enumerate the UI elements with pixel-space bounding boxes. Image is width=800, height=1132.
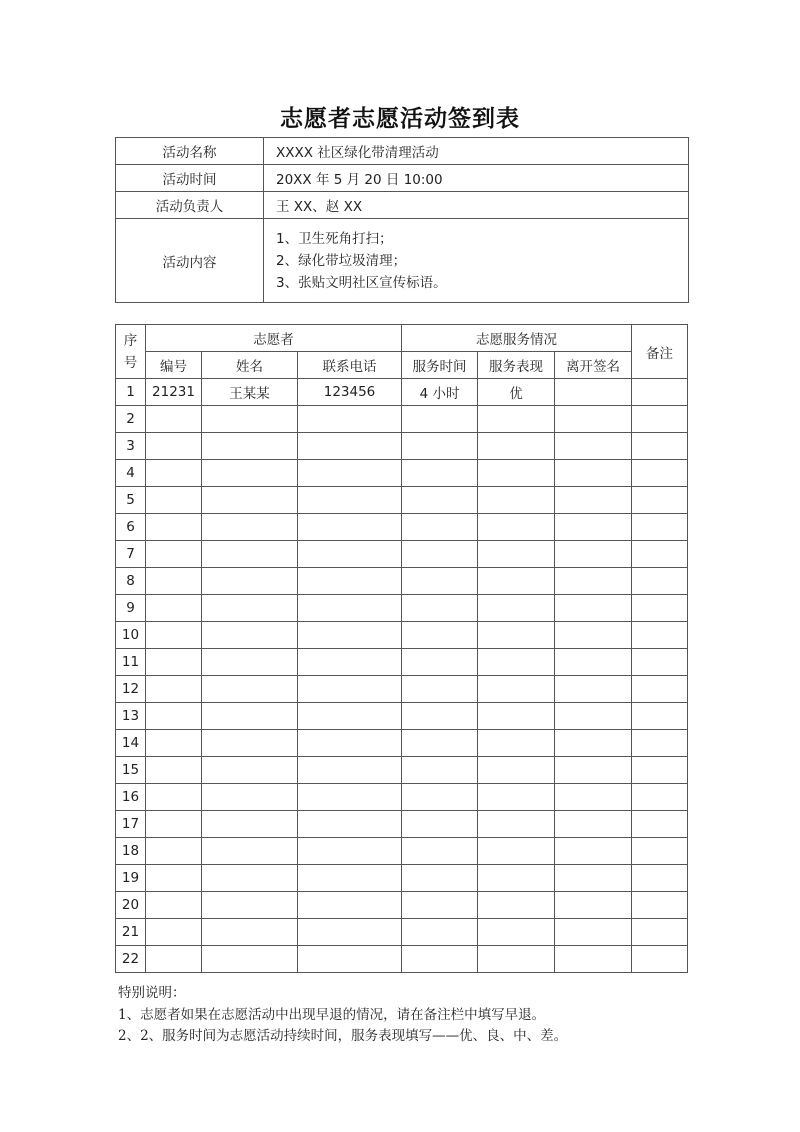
header-row-top bbox=[116, 325, 688, 352]
remark-cell[interactable] bbox=[632, 514, 688, 541]
performance-cell[interactable] bbox=[478, 730, 555, 757]
id-header: 编号 bbox=[146, 352, 202, 379]
seq-cell: 8 bbox=[116, 568, 146, 595]
service-header: 志愿服务情况 bbox=[402, 325, 632, 352]
name-cell[interactable] bbox=[202, 406, 298, 433]
name-cell[interactable] bbox=[202, 649, 298, 676]
leave-sign-cell[interactable] bbox=[555, 433, 632, 460]
note-item: 2、2、服务时间为志愿活动持续时间，服务表现填写——优、良、中、差。 bbox=[118, 1028, 568, 1044]
leave-sign-cell[interactable] bbox=[555, 487, 632, 514]
activity-leader-label: 活动负责人 bbox=[116, 192, 264, 219]
hours-cell[interactable] bbox=[402, 514, 478, 541]
seq-cell: 16 bbox=[116, 784, 146, 811]
leave-sign-cell[interactable] bbox=[555, 730, 632, 757]
content-line: 1、卫生死角打扫； bbox=[276, 230, 393, 247]
table-row bbox=[116, 514, 688, 541]
page-title: 志愿者志愿活动签到表 bbox=[280, 106, 520, 132]
performance-cell[interactable] bbox=[478, 406, 555, 433]
table-row bbox=[116, 433, 688, 460]
leave-sign-cell[interactable] bbox=[555, 757, 632, 784]
table-row bbox=[116, 946, 688, 973]
table-row bbox=[116, 730, 688, 757]
activity-content-label: 活动内容 bbox=[116, 219, 264, 303]
leave-sign-cell[interactable] bbox=[555, 865, 632, 892]
remark-cell[interactable] bbox=[632, 919, 688, 946]
seq-cell: 5 bbox=[116, 487, 146, 514]
leave-sign-cell[interactable] bbox=[555, 379, 632, 406]
leave-sign-cell[interactable] bbox=[555, 811, 632, 838]
table-row bbox=[116, 838, 688, 865]
seq-cell: 1 bbox=[116, 379, 146, 406]
content-line: 3、张贴文明社区宣传标语。 bbox=[276, 274, 447, 291]
name-cell[interactable] bbox=[202, 514, 298, 541]
seq-cell: 11 bbox=[116, 649, 146, 676]
id-cell[interactable] bbox=[146, 703, 202, 730]
hours-cell[interactable] bbox=[402, 838, 478, 865]
note-item: 1、志愿者如果在志愿活动中出现早退的情况，请在备注栏中填写早退。 bbox=[118, 1006, 546, 1023]
hours-cell[interactable] bbox=[402, 568, 478, 595]
phone-cell[interactable] bbox=[298, 649, 402, 676]
seq-cell: 12 bbox=[116, 676, 146, 703]
seq-cell: 19 bbox=[116, 865, 146, 892]
id-cell[interactable] bbox=[146, 595, 202, 622]
special-notes bbox=[118, 983, 567, 1048]
phone-cell[interactable] bbox=[298, 730, 402, 757]
performance-header: 服务表现 bbox=[478, 352, 555, 379]
header-row-bottom bbox=[116, 352, 688, 379]
remark-cell[interactable] bbox=[632, 487, 688, 514]
remark-cell[interactable] bbox=[632, 568, 688, 595]
id-cell[interactable] bbox=[146, 406, 202, 433]
leave-sign-cell[interactable] bbox=[555, 460, 632, 487]
phone-cell[interactable] bbox=[298, 406, 402, 433]
performance-cell[interactable] bbox=[478, 865, 555, 892]
performance-cell[interactable]: 优 bbox=[478, 379, 555, 406]
phone-cell[interactable] bbox=[298, 784, 402, 811]
activity-leader-row bbox=[116, 192, 689, 219]
name-cell[interactable] bbox=[202, 487, 298, 514]
leave-sign-cell[interactable] bbox=[555, 784, 632, 811]
activity-name-row bbox=[116, 138, 689, 165]
table-row bbox=[116, 622, 688, 649]
leave-sign-cell[interactable] bbox=[555, 406, 632, 433]
performance-cell[interactable] bbox=[478, 433, 555, 460]
activity-time-label: 活动时间 bbox=[116, 165, 264, 192]
id-cell[interactable] bbox=[146, 541, 202, 568]
hours-cell[interactable] bbox=[402, 730, 478, 757]
remark-cell[interactable] bbox=[632, 406, 688, 433]
name-cell[interactable] bbox=[202, 433, 298, 460]
hours-cell[interactable] bbox=[402, 757, 478, 784]
id-cell[interactable] bbox=[146, 757, 202, 784]
phone-cell[interactable]: 123456 bbox=[298, 379, 402, 406]
performance-cell[interactable] bbox=[478, 892, 555, 919]
phone-header: 联系电话 bbox=[298, 352, 402, 379]
remark-cell[interactable] bbox=[632, 379, 688, 406]
phone-cell[interactable] bbox=[298, 703, 402, 730]
remark-header: 备注 bbox=[632, 325, 688, 379]
seq-cell: 6 bbox=[116, 514, 146, 541]
leave-sign-cell[interactable] bbox=[555, 946, 632, 973]
leave-sign-cell[interactable] bbox=[555, 703, 632, 730]
table-row bbox=[116, 595, 688, 622]
name-cell[interactable]: 王某某 bbox=[202, 379, 298, 406]
id-cell[interactable] bbox=[146, 622, 202, 649]
performance-cell[interactable] bbox=[478, 622, 555, 649]
phone-cell[interactable] bbox=[298, 919, 402, 946]
leave-sign-cell[interactable] bbox=[555, 649, 632, 676]
table-row bbox=[116, 703, 688, 730]
id-cell[interactable] bbox=[146, 784, 202, 811]
hours-header: 服务时间 bbox=[402, 352, 478, 379]
name-cell[interactable] bbox=[202, 595, 298, 622]
leave-sign-cell[interactable] bbox=[555, 838, 632, 865]
table-row bbox=[116, 460, 688, 487]
performance-cell[interactable] bbox=[478, 541, 555, 568]
hours-cell[interactable]: 4 小时 bbox=[402, 379, 478, 406]
name-cell[interactable] bbox=[202, 811, 298, 838]
seq-cell: 20 bbox=[116, 892, 146, 919]
leave-sign-header: 离开签名 bbox=[555, 352, 632, 379]
seq-cell: 13 bbox=[116, 703, 146, 730]
phone-cell[interactable] bbox=[298, 946, 402, 973]
performance-cell[interactable] bbox=[478, 676, 555, 703]
id-cell[interactable] bbox=[146, 568, 202, 595]
name-cell[interactable] bbox=[202, 622, 298, 649]
remark-cell[interactable] bbox=[632, 703, 688, 730]
table-row bbox=[116, 865, 688, 892]
remark-cell[interactable] bbox=[632, 757, 688, 784]
volunteer-header: 志愿者 bbox=[146, 325, 402, 352]
performance-cell[interactable] bbox=[478, 946, 555, 973]
seq-cell: 4 bbox=[116, 460, 146, 487]
remark-cell[interactable] bbox=[632, 460, 688, 487]
performance-cell[interactable] bbox=[478, 784, 555, 811]
seq-cell: 7 bbox=[116, 541, 146, 568]
phone-cell[interactable] bbox=[298, 595, 402, 622]
id-cell[interactable] bbox=[146, 433, 202, 460]
seq-cell: 3 bbox=[116, 433, 146, 460]
id-cell[interactable] bbox=[146, 514, 202, 541]
seq-cell: 14 bbox=[116, 730, 146, 757]
phone-cell[interactable] bbox=[298, 838, 402, 865]
name-cell[interactable] bbox=[202, 784, 298, 811]
phone-cell[interactable] bbox=[298, 811, 402, 838]
leave-sign-cell[interactable] bbox=[555, 514, 632, 541]
id-cell[interactable] bbox=[146, 892, 202, 919]
table-row bbox=[116, 487, 688, 514]
id-cell[interactable] bbox=[146, 460, 202, 487]
phone-cell[interactable] bbox=[298, 892, 402, 919]
id-cell[interactable] bbox=[146, 676, 202, 703]
activity-content-row bbox=[116, 219, 689, 303]
performance-cell[interactable] bbox=[478, 811, 555, 838]
phone-cell[interactable] bbox=[298, 757, 402, 784]
hours-cell[interactable] bbox=[402, 649, 478, 676]
hours-cell[interactable] bbox=[402, 676, 478, 703]
seq-cell: 10 bbox=[116, 622, 146, 649]
table-row bbox=[116, 784, 688, 811]
hours-cell[interactable] bbox=[402, 595, 478, 622]
name-cell[interactable] bbox=[202, 676, 298, 703]
content-line: 2、绿化带垃圾清理； bbox=[276, 252, 407, 269]
table-row bbox=[116, 568, 688, 595]
remark-cell[interactable] bbox=[632, 433, 688, 460]
hours-cell[interactable] bbox=[402, 811, 478, 838]
activity-time-row bbox=[116, 165, 689, 192]
remark-cell[interactable] bbox=[632, 649, 688, 676]
seq-cell: 9 bbox=[116, 595, 146, 622]
leave-sign-cell[interactable] bbox=[555, 892, 632, 919]
table-row bbox=[116, 649, 688, 676]
id-cell[interactable] bbox=[146, 919, 202, 946]
remark-cell[interactable] bbox=[632, 622, 688, 649]
phone-cell[interactable] bbox=[298, 460, 402, 487]
hours-cell[interactable] bbox=[402, 919, 478, 946]
remark-cell[interactable] bbox=[632, 595, 688, 622]
hours-cell[interactable] bbox=[402, 865, 478, 892]
id-cell[interactable] bbox=[146, 811, 202, 838]
remark-cell[interactable] bbox=[632, 838, 688, 865]
phone-cell[interactable] bbox=[298, 433, 402, 460]
activity-content-value[interactable] bbox=[264, 219, 689, 303]
hours-cell[interactable] bbox=[402, 487, 478, 514]
seq-cell: 21 bbox=[116, 919, 146, 946]
hours-cell[interactable] bbox=[402, 946, 478, 973]
leave-sign-cell[interactable] bbox=[555, 595, 632, 622]
name-cell[interactable] bbox=[202, 730, 298, 757]
table-row bbox=[116, 811, 688, 838]
phone-cell[interactable] bbox=[298, 541, 402, 568]
signin-log-table bbox=[115, 324, 688, 973]
hours-cell[interactable] bbox=[402, 406, 478, 433]
table-row bbox=[116, 676, 688, 703]
table-row bbox=[116, 919, 688, 946]
name-cell[interactable] bbox=[202, 946, 298, 973]
phone-cell[interactable] bbox=[298, 568, 402, 595]
leave-sign-cell[interactable] bbox=[555, 676, 632, 703]
remark-cell[interactable] bbox=[632, 811, 688, 838]
name-cell[interactable] bbox=[202, 703, 298, 730]
name-header: 姓名 bbox=[202, 352, 298, 379]
remark-cell[interactable] bbox=[632, 730, 688, 757]
name-cell[interactable] bbox=[202, 838, 298, 865]
remark-cell[interactable] bbox=[632, 676, 688, 703]
id-cell[interactable] bbox=[146, 730, 202, 757]
seq-header: 序 号 bbox=[116, 325, 146, 379]
performance-cell[interactable] bbox=[478, 757, 555, 784]
seq-cell: 17 bbox=[116, 811, 146, 838]
name-cell[interactable] bbox=[202, 919, 298, 946]
performance-cell[interactable] bbox=[478, 568, 555, 595]
performance-cell[interactable] bbox=[478, 838, 555, 865]
performance-cell[interactable] bbox=[478, 919, 555, 946]
hours-cell[interactable] bbox=[402, 541, 478, 568]
hours-cell[interactable] bbox=[402, 892, 478, 919]
performance-cell[interactable] bbox=[478, 514, 555, 541]
seq-cell: 22 bbox=[116, 946, 146, 973]
activity-leader-value[interactable]: 王 XX、赵 XX bbox=[264, 192, 689, 219]
hours-cell[interactable] bbox=[402, 703, 478, 730]
seq-cell: 18 bbox=[116, 838, 146, 865]
seq-cell: 2 bbox=[116, 406, 146, 433]
seq-cell: 15 bbox=[116, 757, 146, 784]
table-row bbox=[116, 757, 688, 784]
name-cell[interactable] bbox=[202, 892, 298, 919]
remark-cell[interactable] bbox=[632, 865, 688, 892]
id-cell[interactable] bbox=[146, 649, 202, 676]
log-body bbox=[116, 379, 688, 973]
name-cell[interactable] bbox=[202, 568, 298, 595]
hours-cell[interactable] bbox=[402, 784, 478, 811]
phone-cell[interactable] bbox=[298, 487, 402, 514]
table-row bbox=[116, 892, 688, 919]
performance-cell[interactable] bbox=[478, 649, 555, 676]
table-row bbox=[116, 379, 688, 406]
remark-cell[interactable] bbox=[632, 784, 688, 811]
hours-cell[interactable] bbox=[402, 460, 478, 487]
phone-cell[interactable] bbox=[298, 622, 402, 649]
activity-name-label: 活动名称 bbox=[116, 138, 264, 165]
phone-cell[interactable] bbox=[298, 865, 402, 892]
remark-cell[interactable] bbox=[632, 946, 688, 973]
id-cell[interactable] bbox=[146, 838, 202, 865]
leave-sign-cell[interactable] bbox=[555, 622, 632, 649]
phone-cell[interactable] bbox=[298, 676, 402, 703]
leave-sign-cell[interactable] bbox=[555, 568, 632, 595]
performance-cell[interactable] bbox=[478, 595, 555, 622]
activity-info-table bbox=[115, 137, 689, 303]
table-row bbox=[116, 541, 688, 568]
notes-heading: 特别说明： bbox=[118, 985, 186, 1001]
remark-cell[interactable] bbox=[632, 541, 688, 568]
phone-cell[interactable] bbox=[298, 514, 402, 541]
id-cell[interactable] bbox=[146, 865, 202, 892]
performance-cell[interactable] bbox=[478, 460, 555, 487]
name-cell[interactable] bbox=[202, 460, 298, 487]
remark-cell[interactable] bbox=[632, 892, 688, 919]
leave-sign-cell[interactable] bbox=[555, 919, 632, 946]
activity-time-value[interactable]: 20XX 年 5 月 20 日 10:00 bbox=[264, 165, 689, 192]
name-cell[interactable] bbox=[202, 541, 298, 568]
id-cell[interactable] bbox=[146, 487, 202, 514]
id-cell[interactable] bbox=[146, 946, 202, 973]
hours-cell[interactable] bbox=[402, 433, 478, 460]
table-row bbox=[116, 406, 688, 433]
performance-cell[interactable] bbox=[478, 703, 555, 730]
performance-cell[interactable] bbox=[478, 487, 555, 514]
name-cell[interactable] bbox=[202, 865, 298, 892]
name-cell[interactable] bbox=[202, 757, 298, 784]
activity-name-value[interactable]: XXXX 社区绿化带清理活动 bbox=[264, 138, 689, 165]
hours-cell[interactable] bbox=[402, 622, 478, 649]
id-cell[interactable]: 21231 bbox=[146, 379, 202, 406]
leave-sign-cell[interactable] bbox=[555, 541, 632, 568]
